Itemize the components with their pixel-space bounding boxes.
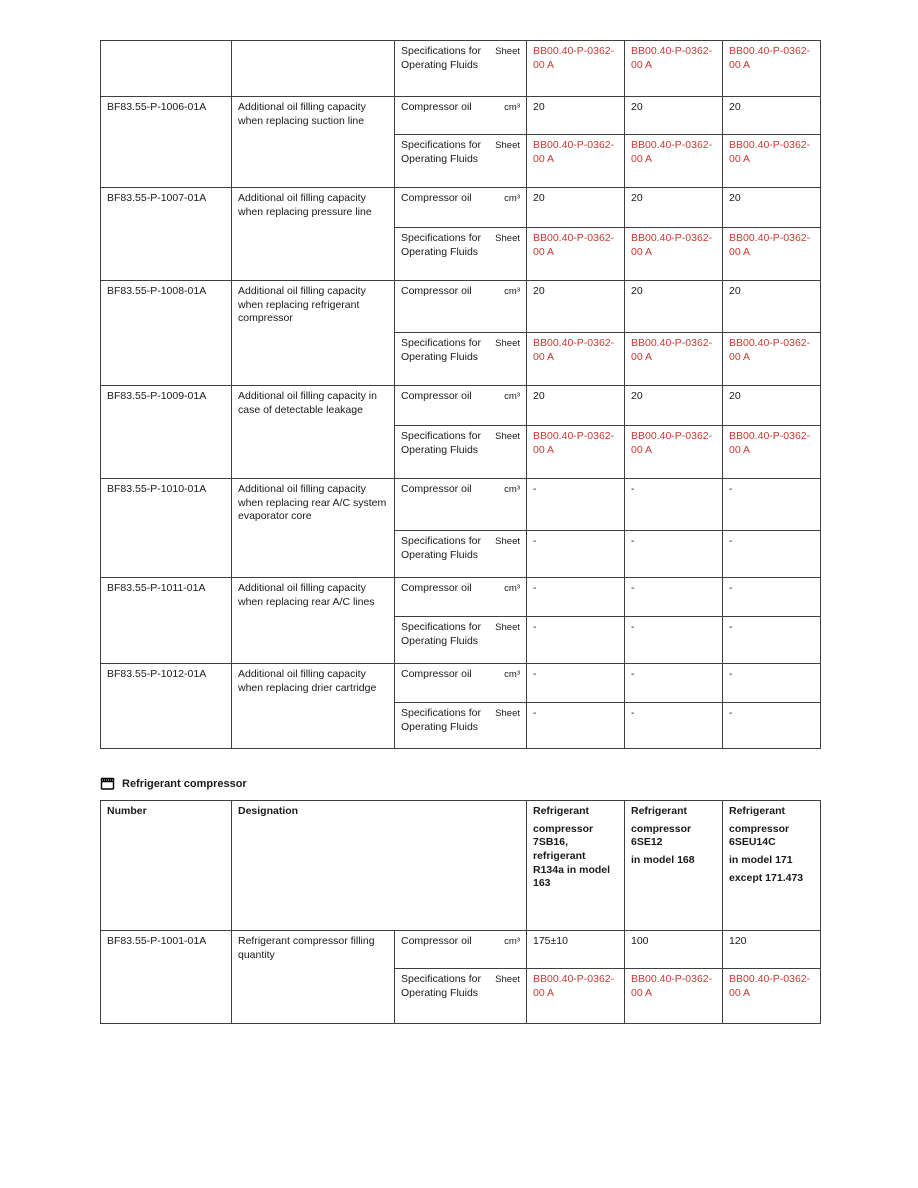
oil-label: Compressor oil <box>401 192 472 204</box>
table-row <box>101 188 821 228</box>
spec-label: Specifications for Operating Fluids <box>401 535 481 561</box>
spec-sheet-link[interactable]: BB00.40-P-0362-00 A <box>625 426 723 479</box>
table-row <box>101 931 821 969</box>
spec-sheet-link[interactable]: BB00.40-P-0362-00 A <box>527 135 625 188</box>
spec-sheet-link[interactable]: BB00.40-P-0362-00 A <box>625 969 723 1024</box>
oil-value: 20 <box>625 97 723 135</box>
oil-label-cell <box>395 664 527 703</box>
cm3-unit-label: cm³ <box>504 484 520 495</box>
sheet-unit-label: Sheet <box>495 233 520 244</box>
spec-sheet-link[interactable]: BB00.40-P-0362-00 A <box>527 228 625 281</box>
oil-value: 20 <box>625 386 723 426</box>
table-row <box>101 386 821 426</box>
cm3-unit-label: cm³ <box>504 583 520 594</box>
oil-value: - <box>625 664 723 703</box>
spec-label-cell <box>395 617 527 664</box>
oil-label: Compressor oil <box>401 668 472 680</box>
header-designation: Designation <box>232 801 527 931</box>
row-number: BF83.55-P-1009-01A <box>101 386 232 479</box>
row-designation: Additional oil filling capacity when replacing suction line <box>232 97 395 188</box>
header-number: Number <box>101 801 232 931</box>
spec-label: Specifications for Operating Fluids <box>401 232 481 258</box>
section-title: Refrigerant compressor <box>122 777 247 790</box>
sheet-unit-label: Sheet <box>495 46 520 57</box>
spec-sheet-link[interactable]: BB00.40-P-0362-00 A <box>723 333 821 386</box>
oil-value: 20 <box>723 386 821 426</box>
row-number: BF83.55-P-1006-01A <box>101 97 232 188</box>
spec-label: Specifications for Operating Fluids <box>401 621 481 647</box>
oil-value: - <box>723 578 821 617</box>
oil-value: 20 <box>625 188 723 228</box>
oil-value: - <box>527 578 625 617</box>
oil-value: 20 <box>527 97 625 135</box>
oil-value: 20 <box>527 188 625 228</box>
spec-sheet-link[interactable]: BB00.40-P-0362-00 A <box>625 41 723 97</box>
oil-value: - <box>625 479 723 531</box>
cm3-unit-label: cm³ <box>504 193 520 204</box>
oil-label: Compressor oil <box>401 483 472 495</box>
cm3-unit-label: cm³ <box>504 102 520 113</box>
oil-value: - <box>723 479 821 531</box>
oil-label: Compressor oil <box>401 101 472 113</box>
row-number: BF83.55-P-1001-01A <box>101 931 232 1024</box>
row-designation: Additional oil filling capacity when replacing rear A/C lines <box>232 578 395 664</box>
cm3-unit-label: cm³ <box>504 936 520 947</box>
refrigerant-compressor-table <box>100 800 821 1024</box>
oil-label-cell <box>395 97 527 135</box>
spec-value: - <box>723 531 821 578</box>
spec-value: - <box>723 617 821 664</box>
oil-value: - <box>723 664 821 703</box>
spec-sheet-link[interactable]: BB00.40-P-0362-00 A <box>723 41 821 97</box>
sheet-unit-label: Sheet <box>495 536 520 547</box>
spec-sheet-link[interactable]: BB00.40-P-0362-00 A <box>625 228 723 281</box>
row-designation: Additional oil filling capacity when replacing pressure line <box>232 188 395 281</box>
row-number-continued <box>101 41 232 97</box>
table-row <box>101 41 821 97</box>
table-row <box>101 664 821 703</box>
spec-value: - <box>723 703 821 749</box>
spec-value: - <box>527 703 625 749</box>
oil-label-cell <box>395 578 527 617</box>
row-number: BF83.55-P-1011-01A <box>101 578 232 664</box>
spec-sheet-link[interactable]: BB00.40-P-0362-00 A <box>527 41 625 97</box>
sheet-unit-label: Sheet <box>495 338 520 349</box>
spec-label-cell <box>395 135 527 188</box>
spec-value: - <box>625 703 723 749</box>
oil-capacity-table <box>100 40 821 749</box>
oil-value: 100 <box>625 931 723 969</box>
oil-value: 20 <box>625 281 723 333</box>
oil-label: Compressor oil <box>401 390 472 402</box>
spec-sheet-link[interactable]: BB00.40-P-0362-00 A <box>527 333 625 386</box>
oil-value: 20 <box>527 386 625 426</box>
row-designation: Additional oil filling capacity in case of detectable leakage <box>232 386 395 479</box>
cm3-unit-label: cm³ <box>504 391 520 402</box>
spec-label: Specifications for Operating Fluids <box>401 707 481 733</box>
spec-label-cell <box>395 228 527 281</box>
spec-label: Specifications for Operating Fluids <box>401 430 481 456</box>
spec-sheet-link[interactable]: BB00.40-P-0362-00 A <box>723 969 821 1024</box>
spec-label-cell <box>395 703 527 749</box>
table-icon <box>100 777 115 790</box>
oil-value: 20 <box>723 97 821 135</box>
oil-value: 175±10 <box>527 931 625 969</box>
oil-value: 20 <box>723 188 821 228</box>
row-designation: Additional oil filling capacity when replacing rear A/C system evaporator core <box>232 479 395 578</box>
spec-sheet-link[interactable]: BB00.40-P-0362-00 A <box>625 333 723 386</box>
sheet-unit-label: Sheet <box>495 622 520 633</box>
cm3-unit-label: cm³ <box>504 286 520 297</box>
row-designation: Refrigerant compressor filling quantity <box>232 931 395 1024</box>
oil-label-cell <box>395 931 527 969</box>
spec-sheet-link[interactable]: BB00.40-P-0362-00 A <box>723 135 821 188</box>
row-designation: Additional oil filling capacity when replacing drier cartridge <box>232 664 395 749</box>
oil-value: - <box>527 664 625 703</box>
oil-value: - <box>625 578 723 617</box>
spec-label: Specifications for Operating Fluids <box>401 337 481 363</box>
spec-label-cell <box>395 531 527 578</box>
spec-sheet-link[interactable]: BB00.40-P-0362-00 A <box>527 426 625 479</box>
sheet-unit-label: Sheet <box>495 974 520 985</box>
spec-value: - <box>527 531 625 578</box>
oil-label-cell <box>395 188 527 228</box>
oil-value: 20 <box>527 281 625 333</box>
spec-value: - <box>527 617 625 664</box>
oil-value: - <box>527 479 625 531</box>
header-compressor-6se12: Refrigerant compressor 6SE12 in model 168 <box>625 801 723 931</box>
header-compressor-7sb16: Refrigerant compressor 7SB16, refrigerant R134a in model 163 <box>527 801 625 931</box>
oil-label: Compressor oil <box>401 582 472 594</box>
section-heading <box>100 777 247 790</box>
sheet-unit-label: Sheet <box>495 431 520 442</box>
row-designation: Additional oil filling capacity when replacing refrigerant compressor <box>232 281 395 386</box>
spec-label-cell <box>395 333 527 386</box>
spec-sheet-link[interactable]: BB00.40-P-0362-00 A <box>527 969 625 1024</box>
oil-value: 120 <box>723 931 821 969</box>
oil-label: Compressor oil <box>401 935 472 947</box>
sheet-unit-label: Sheet <box>495 140 520 151</box>
spec-label-cell <box>395 969 527 1024</box>
table-row <box>101 281 821 333</box>
cm3-unit-label: cm³ <box>504 669 520 680</box>
oil-label: Compressor oil <box>401 285 472 297</box>
table-row <box>101 578 821 617</box>
oil-value: 20 <box>723 281 821 333</box>
spec-label: Specifications for Operating Fluids <box>401 45 481 71</box>
spec-value: - <box>625 617 723 664</box>
spec-label: Specifications for Operating Fluids <box>401 139 481 165</box>
oil-label-cell <box>395 281 527 333</box>
row-number: BF83.55-P-1008-01A <box>101 281 232 386</box>
table-header-row <box>101 801 821 931</box>
row-designation-continued <box>232 41 395 97</box>
spec-label: Specifications for Operating Fluids <box>401 973 481 999</box>
oil-label-cell <box>395 386 527 426</box>
row-number: BF83.55-P-1007-01A <box>101 188 232 281</box>
spec-sheet-link[interactable]: BB00.40-P-0362-00 A <box>723 228 821 281</box>
spec-label-cell <box>395 41 527 97</box>
sheet-unit-label: Sheet <box>495 708 520 719</box>
header-compressor-6seu14c: Refrigerant compressor 6SEU14C in model 171 except 171.473 <box>723 801 821 931</box>
oil-label-cell <box>395 479 527 531</box>
spec-value: - <box>625 531 723 578</box>
table-row <box>101 479 821 531</box>
spec-label-cell <box>395 426 527 479</box>
row-number: BF83.55-P-1012-01A <box>101 664 232 749</box>
spec-sheet-link[interactable]: BB00.40-P-0362-00 A <box>723 426 821 479</box>
row-number: BF83.55-P-1010-01A <box>101 479 232 578</box>
table-row <box>101 97 821 135</box>
spec-sheet-link[interactable]: BB00.40-P-0362-00 A <box>625 135 723 188</box>
